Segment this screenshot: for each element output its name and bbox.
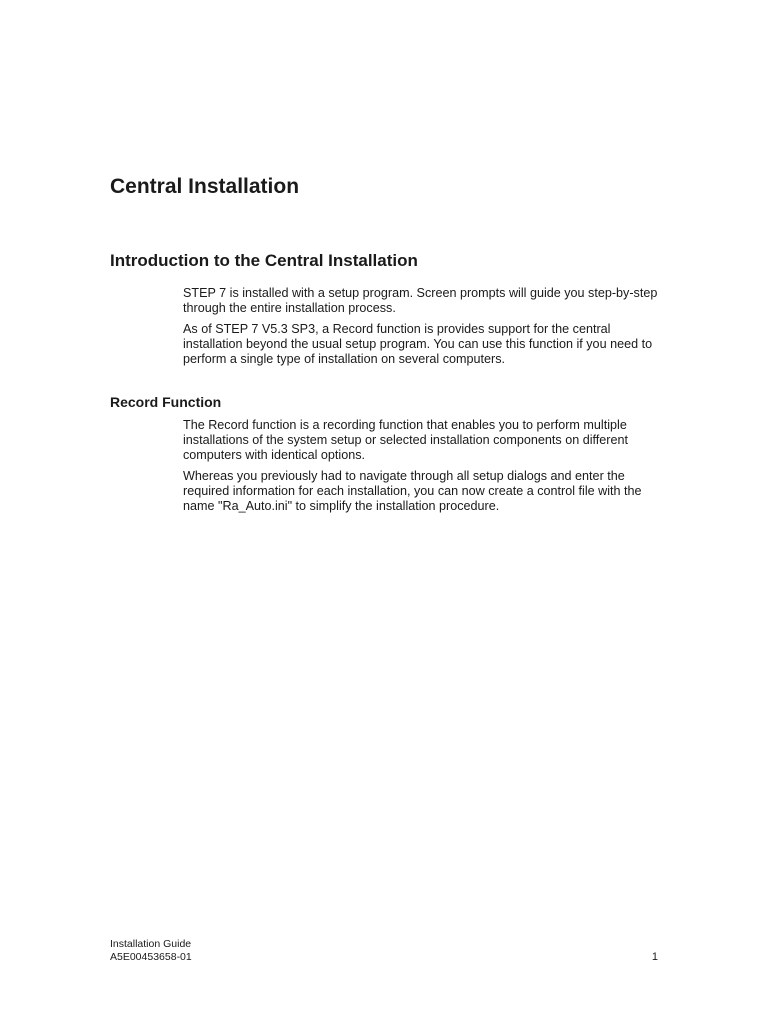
footer-doc-name: Installation Guide xyxy=(110,938,192,950)
section-heading-record-function: Record Function xyxy=(110,394,222,410)
paragraph: Whereas you previously had to navigate through all setup dialogs and enter the required information for each installation, you can now create a control file with the name "Ra_Auto.ini" to simplify the installation procedure. xyxy=(183,469,642,513)
introduction-body xyxy=(183,286,663,373)
paragraph: STEP 7 is installed with a setup program. Screen prompts will guide you step-by-step through the entire installation process. xyxy=(183,286,658,315)
paragraph: The Record function is a recording function that enables you to perform multiple installations of the system setup or selected installation components on different computers with identical options. xyxy=(183,418,628,462)
page-number: 1 xyxy=(651,951,658,963)
record-function-body xyxy=(183,418,663,520)
footer-document-info xyxy=(110,938,192,964)
footer-doc-number: A5E00453658-01 xyxy=(110,951,192,963)
section-heading-introduction: Introduction to the Central Installation xyxy=(110,251,418,270)
page-title: Central Installation xyxy=(110,175,300,198)
paragraph: As of STEP 7 V5.3 SP3, a Record function is provides support for the central installation beyond the usual setup program. You can use this function if you need to perform a single type of installation on several computers. xyxy=(183,322,653,366)
